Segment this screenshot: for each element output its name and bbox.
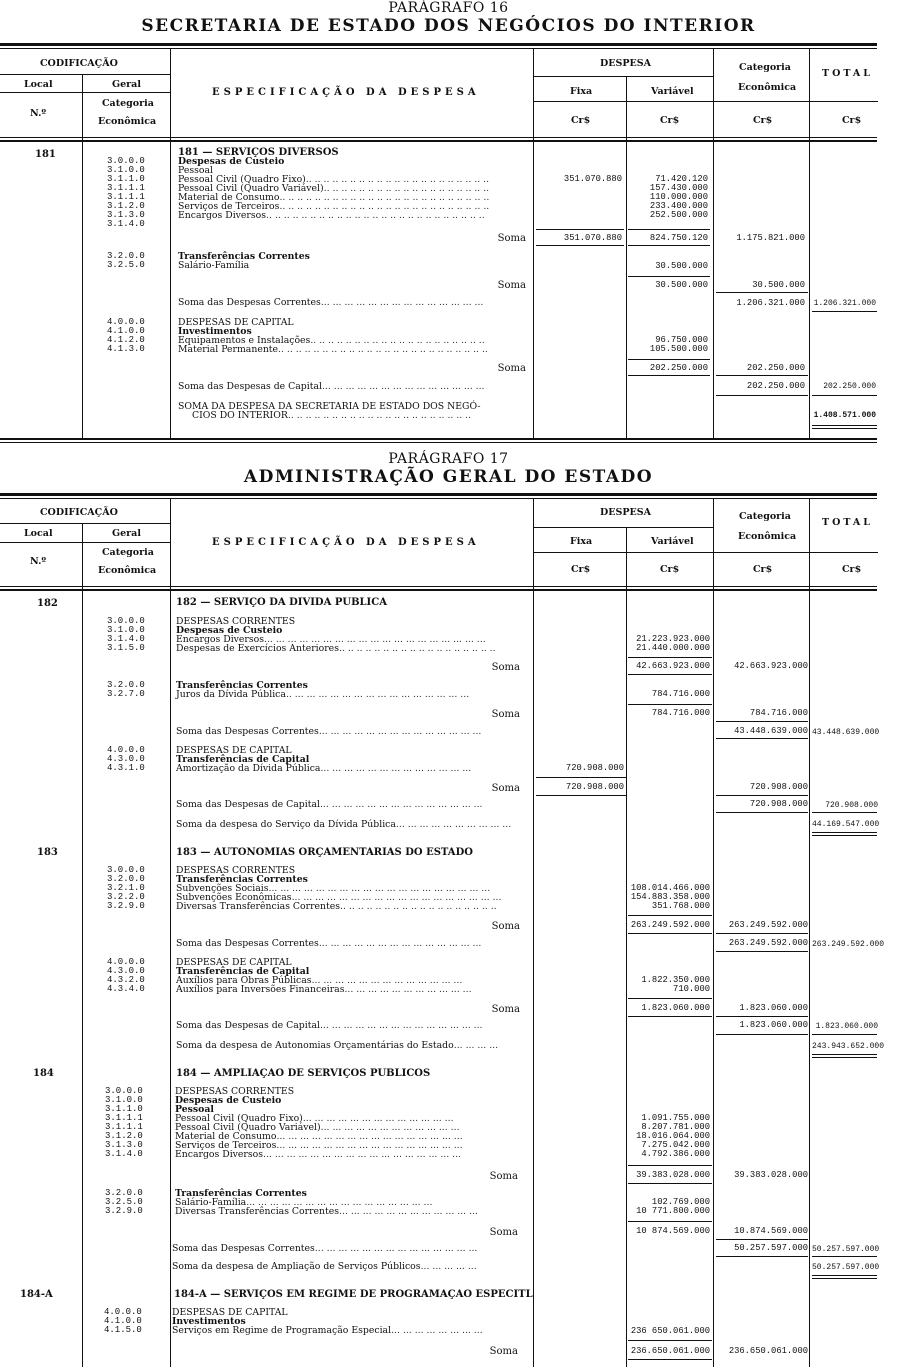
section-title-182: 182 — SERVIÇO DA DIVIDA PUBLICA [176, 597, 387, 608]
local-184: 184 [33, 1068, 54, 1079]
line-label: Serviços em Regime de Programação Especial... ... ... ... ... ... ... ... [172, 1325, 483, 1336]
soma-correntes-label: Soma das Despesas Correntes... ... ... ... ... ... ... ... ... ... ... ... ... ... [176, 938, 482, 949]
line-label: Despesas de Custeio [176, 625, 283, 636]
soma-categoria: 202.250.000 [746, 363, 805, 373]
soma-fixa: 720.908.000 [565, 782, 624, 792]
values-variavel-181: 71.420.120 157.430.000 110.000.000 233.400.000 252.500.000 [649, 174, 708, 220]
header-especificacao: ESPECIFICAÇÃO DA DESPESA [212, 87, 480, 98]
value-fixa: 720.908.000 [565, 763, 624, 773]
line-label: Diversas Transferências Correntes.. .. .. .. .. .. .. .. .. .. .. .. .. .. .. .. .. .. [176, 901, 497, 912]
codes-184-correntes: 3.0.0.0 3.1.0.0 3.1.1.0 3.1.1.1 3.1.1.1 3.1.2.0 3.1.3.0 3.1.4.0 [105, 1086, 143, 1159]
values-variavel-capital: 96.750.000 105.500.000 [649, 335, 708, 354]
value-variavel: 784.716.000 [651, 689, 710, 699]
header-geral: Geral [112, 79, 141, 90]
grand-total-label-line1: SOMA DA DESPESA DA SECRETARIA DE ESTADO DOS NEGÓ- [178, 401, 481, 412]
soma-categoria: 263.249.592.000 [728, 920, 808, 930]
correntes-total: 43.448.639.000 [812, 728, 880, 737]
line-label: Serviços de Terceiros.. .. .. .. .. .. .. .. .. .. .. .. .. .. .. .. .. .. .. .. .. .. .. .. [178, 201, 490, 212]
header-variavel: Variável [651, 86, 694, 97]
soma-variavel: 1.823.060.000 [641, 1003, 710, 1013]
correntes-categoria: 50.257.597.000 [734, 1243, 808, 1253]
header-codificacao: CODIFICAÇÃO [40, 58, 118, 69]
line-label: Material de Consumo... ... ... ... ... ... ... ... ... ... ... ... ... ... ... ... [175, 1131, 463, 1142]
soma-categoria: 10.874.569.000 [734, 1226, 808, 1236]
line-label: Pessoal Civil (Quadro Fixo).. .. .. .. .. .. .. .. .. .. .. .. .. .. .. .. .. .. .. .. .. [178, 174, 490, 185]
soma-variavel: 42.663.923.000 [636, 661, 710, 671]
section-title-181: 181 — SERVIÇOS DIVERSOS [178, 147, 339, 158]
codes-182-correntes: 3.0.0.0 3.1.0.0 3.1.4.0 3.1.5.0 [107, 616, 145, 653]
header-codificacao: CODIFICAÇÃO [40, 507, 118, 518]
soma-label: Soma [497, 363, 526, 374]
section-total-182: 44.169.547.000 [812, 820, 880, 829]
line-label: Pessoal Civil (Quadro Fixo)... ... ... ... ... ... ... ... ... ... ... ... ... [175, 1113, 454, 1124]
header-cr-total: Cr$ [842, 564, 862, 575]
header-economica: Econômica [98, 116, 157, 127]
line-label: Transferências de Capital [176, 966, 310, 977]
soma-categoria: 1.175.821.000 [736, 233, 805, 243]
line-label: Investimentos [178, 326, 252, 337]
line-label: Pessoal Civil (Quadro Variável)... ... ... ... ... ... ... ... ... ... ... ... [175, 1122, 460, 1133]
line-label: Investimentos [172, 1316, 246, 1327]
line-label: Transferências Correntes [175, 1188, 307, 1199]
header-especificacao: ESPECIFICAÇÃO DA DESPESA [212, 537, 480, 548]
line-label: Encargos Diversos.. .. .. .. .. .. .. .. .. .. .. .. .. .. .. .. .. .. .. .. .. .. .. .. .. [178, 210, 485, 221]
soma-categoria: 236.650.061.000 [728, 1346, 808, 1356]
header-cr-fixa: Cr$ [571, 564, 591, 575]
header-local: Local [24, 528, 53, 539]
header-cr-variavel: Cr$ [660, 115, 680, 126]
section-total-label: Soma da despesa de Autonomias Orçamentárias do Estado... ... ... ... [176, 1040, 499, 1051]
line-label: Auxílios para Obras Públicas... ... ... ... ... ... ... ... ... ... ... ... ... [176, 975, 463, 986]
codes-184a: 4.0.0.0 4.1.0.0 4.1.5.0 [104, 1307, 142, 1335]
soma-fixa: 351.070.880 [563, 233, 622, 243]
soma-categoria: 1.823.060.000 [739, 1003, 808, 1013]
line-label: Subvenções Sociais... ... ... ... ... ... ... ... ... ... ... ... ... ... ... ... ... ... ... [176, 883, 491, 894]
line-label: Pessoal [178, 165, 213, 176]
correntes-total: 263.249.592.000 [812, 940, 885, 949]
header-local: Local [24, 79, 53, 90]
soma-variavel: 263.249.592.000 [630, 920, 710, 930]
codes-183-capital: 4.0.0.0 4.3.0.0 4.3.2.0 4.3.4.0 [107, 957, 145, 994]
codes-184-transf: 3.2.0.0 3.2.5.0 3.2.9.0 [105, 1188, 143, 1216]
correntes-total: 1.206.321.000 [813, 299, 876, 308]
soma-label: Soma [491, 921, 520, 932]
header-cr-variavel: Cr$ [660, 564, 680, 575]
soma-correntes-label: Soma das Despesas Correntes... ... ... ... ... ... ... ... ... ... ... ... ... ... [172, 1243, 478, 1254]
paragraph-16-label: PARÁGRAFO 16 [388, 0, 509, 16]
line-label: Amortização da Dívida Pública... ... ... ... ... ... ... ... ... ... ... ... ... [176, 763, 472, 774]
capital-total: 202.250.000 [823, 382, 876, 391]
line-label: Pessoal Civil (Quadro Variável).. .. .. .. .. .. .. .. .. .. .. .. .. .. .. .. .. .. .. [178, 183, 490, 194]
value-variavel: 236 650.061.000 [630, 1326, 710, 1336]
soma-label: Soma [491, 1004, 520, 1015]
soma-categoria: 784.716.000 [749, 708, 808, 718]
soma-variavel: 824.750.120 [649, 233, 708, 243]
correntes-categoria: 1.206.321.000 [736, 298, 805, 308]
soma-capital-label: Soma das Despesas de Capital... ... ... ... ... ... ... ... ... ... ... ... ... ... [176, 799, 483, 810]
local-182: 182 [37, 598, 58, 609]
correntes-categoria: 263.249.592.000 [728, 938, 808, 948]
codes-182-capital: 4.0.0.0 4.3.0.0 4.3.1.0 [107, 745, 145, 773]
local-184a: 184-A [20, 1289, 53, 1300]
line-label: Despesas de Custeio [175, 1095, 282, 1106]
soma-label: Soma [491, 662, 520, 673]
page-title-p17: ADMINISTRAÇÃO GERAL DO ESTADO [243, 467, 654, 487]
values-variavel-184-transf: 102.769.000 10 771.800.000 [636, 1197, 710, 1216]
header-geral: Geral [112, 528, 141, 539]
line-label: Transferências de Capital [176, 754, 310, 765]
correntes-categoria: 43.448.639.000 [734, 726, 808, 736]
line-label: Juros da Dívida Pública.. ... ... ... ... ... ... ... ... ... ... ... ... ... ... ... [176, 689, 470, 700]
soma-correntes-label: Soma das Despesas Correntes... ... ... ... ... ... ... ... ... ... ... ... ... ... [178, 297, 484, 308]
values-variavel-183: 108.014.466.000 154.883.358.000 351.768.000 [630, 883, 710, 911]
header-categoria: Categoria [102, 98, 154, 109]
section-title-184: 184 — AMPLIAÇAO DE SERVIÇOS PUBLICOS [176, 1068, 431, 1079]
line-label: DESPESAS DE CAPITAL [172, 1307, 288, 1318]
line-label: Subvenções Econômicas... ... ... ... ... ... ... ... ... ... ... ... ... ... ... ... ... ... [176, 892, 502, 903]
line-label: Salário-Família... ... ... ... ... ... ... ... ... ... ... ... ... ... ... ... [175, 1197, 433, 1208]
capital-categoria: 1.823.060.000 [739, 1020, 808, 1030]
capital-total: 720.908.000 [825, 801, 878, 810]
section-total-183: 243.943.652.000 [812, 1042, 885, 1051]
soma-label: Soma [497, 280, 526, 291]
section-title-184a: 184-A — SERVIÇOS EM REGIME DE PROGRAMAÇAO ESPECITL [174, 1289, 533, 1300]
section-total-184: 50.257.597.000 [812, 1263, 880, 1272]
header-numero: N.º [30, 556, 47, 567]
page-title-p16: SECRETARIA DE ESTADO DOS NEGÓCIOS DO INTERIOR [141, 16, 756, 36]
header-fixa: Fixa [570, 536, 593, 547]
line-label: Equipamentos e Instalações.. .. .. .. .. .. .. .. .. .. .. .. .. .. .. .. .. .. .. .. [178, 335, 485, 346]
soma-label: Soma [497, 233, 526, 244]
soma-label: Soma [489, 1227, 518, 1238]
soma-variavel: 30.500.000 [655, 280, 708, 290]
header-variavel: Variável [651, 536, 694, 547]
header-despesa: DESPESA [600, 58, 651, 69]
codes-181-transf: 3.2.0.0 3.2.5.0 [107, 251, 145, 270]
soma-capital-label: Soma das Despesas de Capital... ... ... ... ... ... ... ... ... ... ... ... ... ... [176, 1020, 483, 1031]
codes-181-custeio: 3.0.0.0 3.1.0.0 3.1.1.0 3.1.1.1 3.1.1.1 3.1.2.0 3.1.3.0 3.1.4.0 [107, 156, 145, 229]
capital-categoria: 720.908.000 [749, 799, 808, 809]
header-cr-categoria: Cr$ [753, 115, 773, 126]
soma-label: Soma [489, 1346, 518, 1357]
codes-181-capital: 4.0.0.0 4.1.0.0 4.1.2.0 4.1.3.0 [107, 317, 145, 354]
line-label: Material de Consumo.. .. .. .. .. .. .. .. .. .. .. .. .. .. .. .. .. .. .. .. .. .. .. .. [178, 192, 490, 203]
soma-categoria: 42.663.923.000 [734, 661, 808, 671]
soma-label: Soma [491, 709, 520, 720]
values-variavel-184: 1.091.755.000 8.207.781.000 18.016.064.000 7.275.042.000 4.792.386.000 [636, 1113, 710, 1159]
header-total: TOTAL [822, 517, 873, 528]
local-181: 181 [35, 149, 56, 160]
capital-categoria: 202.250.000 [746, 381, 805, 391]
soma-correntes-label: Soma das Despesas Correntes... ... ... ... ... ... ... ... ... ... ... ... ... ... [176, 726, 482, 737]
soma-label: Soma [489, 1171, 518, 1182]
section-title-183: 183 — AUTONOMIAS ORÇAMENTARIAS DO ESTADO [176, 847, 473, 858]
line-label: Serviços de Terceiros... ... ... ... ... ... ... ... ... ... ... ... ... ... ... ... [175, 1140, 463, 1151]
line-label: Transferências Correntes [176, 874, 308, 885]
line-label: Encargos Diversos... ... ... ... ... ... ... ... ... ... ... ... ... ... ... ... ... [175, 1149, 462, 1160]
line-label: Encargos Diversos... ... ... ... ... ... ... ... ... ... ... ... ... ... ... ... ... ... ... [176, 634, 486, 645]
line-label: Salário-Família [178, 260, 250, 271]
header-cr-fixa: Cr$ [571, 115, 591, 126]
soma-categoria: 720.908.000 [749, 782, 808, 792]
soma-variavel: 202.250.000 [649, 363, 708, 373]
capital-total: 1.823.060.000 [815, 1022, 878, 1031]
grand-total-p16: 1.408.571.000 [813, 411, 876, 420]
codes-183-correntes: 3.0.0.0 3.2.0.0 3.2.1.0 3.2.2.0 3.2.9.0 [107, 865, 145, 911]
header-cr-total: Cr$ [842, 115, 862, 126]
soma-variavel: 236.650.061.000 [630, 1346, 710, 1356]
soma-variavel: 784.716.000 [651, 708, 710, 718]
paragraph-17-label: PARÁGRAFO 17 [388, 451, 509, 467]
value-variavel: 30.500.000 [655, 261, 708, 271]
soma-label: Soma [491, 783, 520, 794]
line-label: Diversas Transferências Correntes... ... ... ... ... ... ... ... ... ... ... ... [175, 1206, 478, 1217]
values-variavel-182: 21.223.923.000 21.440.000.000 [636, 634, 710, 653]
header-fixa: Fixa [570, 86, 593, 97]
section-total-label: Soma da despesa do Serviço da Dívida Pública... ... ... ... ... ... ... ... ... ... [176, 819, 512, 830]
grand-total-label-line2: CIOS DO INTERIOR.. .. .. .. .. .. .. .. .. .. .. .. .. .. .. .. .. .. .. .. .. [192, 410, 472, 421]
value-fixa: 351.070.880 [563, 174, 622, 184]
values-variavel-183-capital: 1.822.350.000 710.000 [641, 975, 710, 994]
line-label: Transferências Correntes [178, 251, 310, 262]
line-label: Despesas de Exercícios Anteriores.. .. .. .. .. .. .. .. .. .. .. .. .. .. .. .. .. .. [176, 643, 496, 654]
soma-capital-label: Soma das Despesas de Capital... ... ... ... ... ... ... ... ... ... ... ... ... ... [178, 381, 485, 392]
local-183: 183 [37, 847, 58, 858]
header-despesa: DESPESA [600, 507, 651, 518]
line-label: Despesas de Custeio [178, 156, 285, 167]
line-label: DESPESAS DE CAPITAL [176, 745, 292, 756]
line-label: Auxílios para Inversões Financeiras... ... ... ... ... ... ... ... ... ... ... [176, 984, 472, 995]
line-label: Transferências Correntes [176, 680, 308, 691]
soma-variavel: 10 874.569.000 [636, 1226, 710, 1236]
header-categoria-economica: Categoria Econômica [738, 62, 797, 93]
header-total: TOTAL [822, 68, 873, 79]
header-economica: Econômica [98, 565, 157, 576]
section-total-label: Soma da despesa de Ampliação de Serviços Públicos... ... ... ... ... [172, 1261, 477, 1272]
codes-182-transf: 3.2.0.0 3.2.7.0 [107, 680, 145, 699]
line-label: Material Permanente.. .. .. .. .. .. .. .. .. .. .. .. .. .. .. .. .. .. .. .. .. .. .. .. [178, 344, 488, 355]
line-label: DESPESAS CORRENTES [176, 616, 296, 627]
line-label: DESPESAS DE CAPITAL [178, 317, 294, 328]
soma-categoria: 39.383.028.000 [734, 1170, 808, 1180]
soma-variavel: 39.383.028.000 [636, 1170, 710, 1180]
line-label: DESPESAS CORRENTES [176, 865, 296, 876]
header-categoria: Categoria [102, 547, 154, 558]
header-numero: N.º [30, 108, 47, 119]
correntes-total: 50.257.597.000 [812, 1245, 880, 1254]
line-label: Pessoal [175, 1104, 214, 1115]
soma-categoria: 30.500.000 [752, 280, 805, 290]
header-cr-categoria: Cr$ [753, 564, 773, 575]
header-categoria-economica: Categoria Econômica [738, 511, 797, 542]
line-label: DESPESAS DE CAPITAL [176, 957, 292, 968]
line-label: DESPESAS CORRENTES [175, 1086, 295, 1097]
